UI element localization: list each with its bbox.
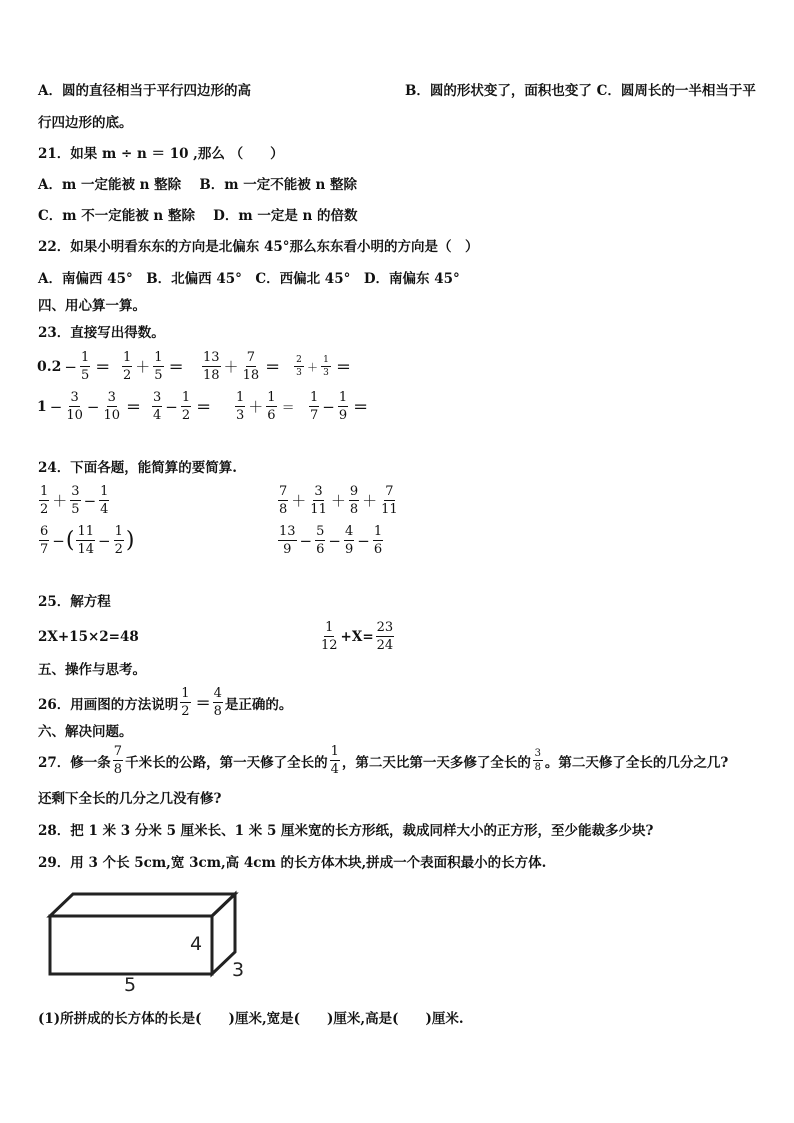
q24-expr-4: $\frac{13}{9}$ − $\frac{5}{6}$ − $\frac{4}{9}$ − $\frac{1}{6}$ xyxy=(279,524,383,557)
q22-stem: 22．如果小明看东东的方向是北偏东 45°那么东东看小明的方向是（ ） xyxy=(38,239,479,255)
q29-stem: 29．用 3 个长 5cm,宽 3cm,高 4cm 的长方体木块,拼成一个表面积最小的长方体. xyxy=(38,855,547,871)
q23-expr-8: $\frac{1}{7}$ − $\frac{1}{9}$ ＝ xyxy=(310,390,369,423)
cuboid-length-label: 5 xyxy=(124,974,137,993)
q23-expr-6: $\frac{3}{4}$ − $\frac{1}{2}$ ＝ xyxy=(153,390,212,423)
q24-expr-2: $\frac{7}{8}$ ＋ $\frac{3}{11}$ ＋ $\frac{9}{8}$ ＋ $\frac{7}{11}$ xyxy=(279,484,398,517)
q21-options-cd: C．m 不一定能被 n 整除 D．m 一定是 n 的倍数 xyxy=(38,208,358,224)
q23-expr-4: $\frac{2}{3}$ ＋ $\frac{1}{3}$ ＝ xyxy=(292,355,351,378)
section-6-heading: 六、解决问题。 xyxy=(38,724,133,740)
q28-text: 28．把 1 米 3 分米 5 厘米长、1 米 5 厘米宽的长方形纸，裁成同样大小的正方形，至少能裁多少块? xyxy=(38,823,654,839)
q23-expr-7: $\frac{1}{3}$ ＋ $\frac{1}{6}$ ＝ xyxy=(236,390,295,423)
q26-line: 26．用画图的方法说明 $\frac{1}{2}$ ＝ $\frac{4}{8}$ 是正确的。 xyxy=(38,686,293,719)
q23-expr-3: $\frac{13}{18}$ ＋ $\frac{7}{18}$ ＝ xyxy=(203,350,281,383)
cuboid-height-label: 4 xyxy=(190,933,203,955)
q24-expr-3: $\frac{6}{7}$ − ( $\frac{11}{14}$ − $\frac{1}{2}$ ) xyxy=(40,524,135,557)
q22-options: A．南偏西 45° B．北偏西 45° C．西偏北 45° D．南偏东 45° xyxy=(38,271,460,287)
q24-expr-1: $\frac{1}{2}$ ＋ $\frac{3}{5}$ − $\frac{1}{4}$ xyxy=(40,484,109,517)
q27-continuation: 还剩下全长的几分之几没有修? xyxy=(38,791,222,807)
q25-equation-1: 2X+15×2=48 xyxy=(38,629,139,645)
q25-equation-2: $\frac{1}{12}$ +X= $\frac{23}{24}$ xyxy=(321,620,394,653)
q23-expr-2: $\frac{1}{2}$ ＋ $\frac{1}{5}$ ＝ xyxy=(123,350,184,383)
cuboid-width-label: 3 xyxy=(232,959,245,981)
q25-stem: 25．解方程 xyxy=(38,594,111,610)
cuboid-top-face xyxy=(50,894,235,916)
q23-expr-1: 0.2 − $\frac{1}{5}$ ＝ xyxy=(37,350,111,383)
q20-continuation: 行四边形的底。 xyxy=(38,115,133,131)
q20-option-a: A．圆的直径相当于平行四边形的高 xyxy=(38,83,251,99)
q21-options-ab: A．m 一定能被 n 整除 B．m 一定不能被 n 整除 xyxy=(38,177,357,193)
q27-line: 27．修一条 $\frac{7}{8}$ 千米长的公路，第一天修了全长的 $\frac{1}{4}$ ，第二天比第一天多修了全长的 $\frac{3}{8}$ 。第二天修了全长的几分之几? xyxy=(38,744,729,777)
cuboid-front-face xyxy=(50,916,212,974)
q21-stem: 21．如果 m ÷ n ＝ 10 ,那么 （ ） xyxy=(38,146,284,162)
cuboid-figure xyxy=(42,888,257,993)
q23-expr-5: 1 − $\frac{3}{10}$ − $\frac{3}{10}$ ＝ xyxy=(37,390,142,423)
q29-subquestion-1: (1)所拼成的长方体的长是( )厘米,宽是( )厘米,高是( )厘米. xyxy=(38,1011,464,1027)
q23-stem: 23．直接写出得数。 xyxy=(38,325,165,341)
section-5-heading: 五、操作与思考。 xyxy=(38,662,146,678)
q20-option-bc: B．圆的形状变了，面积也变了 C．圆周长的一半相当于平 xyxy=(405,83,756,99)
q24-stem: 24．下面各题，能简算的要简算. xyxy=(38,460,237,476)
section-4-heading: 四、用心算一算。 xyxy=(38,298,146,314)
